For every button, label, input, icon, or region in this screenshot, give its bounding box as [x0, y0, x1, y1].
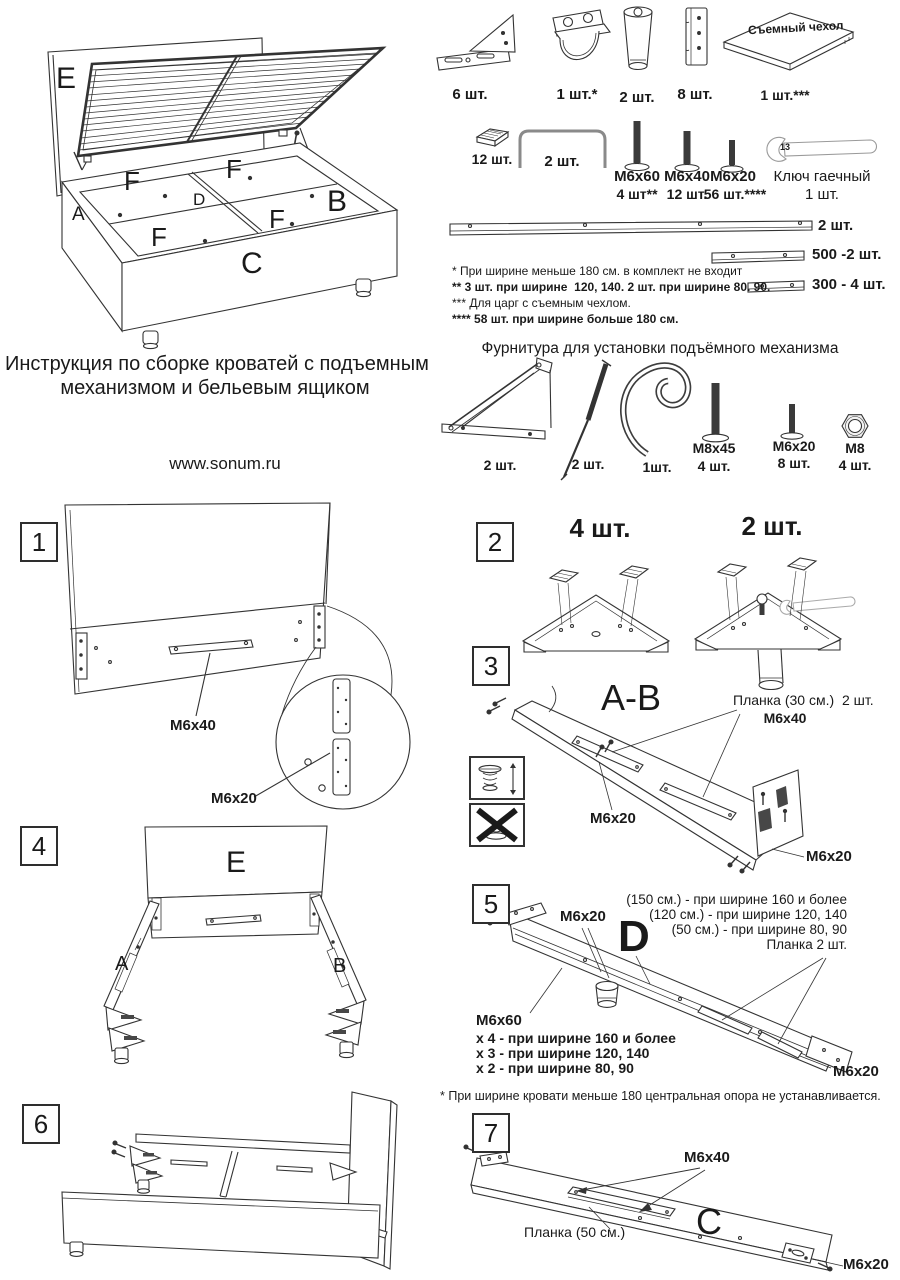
step2-drawing — [523, 558, 855, 690]
step7-m6x40-label: М6х40 — [684, 1149, 730, 1166]
step5-plank-qty: Планка 2 шт. — [766, 937, 847, 952]
step7-letter-c: C — [696, 1201, 722, 1242]
step6-drawing — [62, 1092, 397, 1269]
bolt-size-label: М6х20 — [710, 168, 756, 185]
step5-bolt-note: x 3 - при ширине 120, 140 — [476, 1045, 650, 1061]
step2-qty-right: 2 шт. — [741, 511, 803, 541]
part-qty: 56 шт.**** — [703, 186, 767, 202]
corner-bracket-drawing — [437, 15, 515, 70]
step5-bolt-note: x 4 - при ширине 160 и более — [476, 1030, 676, 1046]
website-link[interactable]: www.sonum.ru — [169, 454, 281, 473]
part-qty: 12 шт. — [471, 151, 513, 167]
rail-500-drawing — [712, 251, 804, 263]
hardware-qty: 2 шт. — [571, 456, 605, 472]
screw-depth-icon — [470, 757, 524, 799]
step1-drawing — [65, 503, 410, 809]
step-3-number: 3 — [472, 646, 510, 686]
no-overtighten-icon — [470, 804, 524, 846]
step2-qty-left: 4 шт. — [569, 513, 631, 543]
part-qty: 12 шт. — [666, 186, 708, 202]
step1-m6x40-label: М6х40 — [170, 717, 216, 734]
step7-drawing — [464, 1145, 843, 1271]
part-qty: 4 шт** — [616, 186, 658, 202]
step7-plank-label: Планка (50 см.) — [524, 1224, 626, 1240]
step3-m6x20-label: М6х20 — [590, 810, 636, 827]
step4-label-e: E — [226, 846, 247, 879]
step5-m6x20-top-label: М6х20 — [560, 908, 606, 925]
part-qty: 2 шт. — [544, 153, 580, 170]
note-1: * При ширине меньше 180 см. в комплект не входит — [452, 264, 743, 278]
rail-qty: 500 -2 шт. — [812, 246, 882, 263]
step4-label-a: A — [115, 953, 129, 975]
part-qty: 2 шт. — [619, 89, 655, 106]
step3-m6x40-label: М6х40 — [763, 710, 807, 726]
step5-bolt-note: x 2 - при ширине 80, 90 — [476, 1060, 634, 1076]
nut-m8-drawing — [842, 415, 868, 438]
part-qty: 8 шт. — [677, 86, 713, 103]
pad-drawing — [477, 129, 508, 146]
page-title-line2: механизмом и бельевым ящиком — [60, 377, 370, 399]
wrench-size-mark: 13 — [780, 142, 791, 152]
bolt-size-label: М6х20 — [772, 438, 816, 454]
step-4-number: 4 — [20, 826, 58, 866]
overview-label-f3: F — [151, 222, 167, 252]
overview-label-b: B — [327, 185, 348, 218]
part-qty: 6 шт. — [452, 86, 488, 103]
overview-label-c: C — [241, 247, 263, 280]
overview-label-e: E — [56, 62, 77, 95]
hardware-qty: 4 шт. — [838, 457, 872, 473]
rail-qty: 300 - 4 шт. — [812, 276, 886, 293]
lift-mechanism-drawing — [442, 358, 552, 439]
step-2-number: 2 — [476, 522, 514, 562]
page-title-line1: Инструкция по сборке кроватей с подъемным — [5, 353, 429, 375]
step5-length-note: (120 см.) - при ширине 120, 140 — [649, 907, 847, 922]
note-3: *** Для царг с съемным чехлом. — [452, 296, 631, 310]
hardware-qty: 8 шт. — [777, 455, 811, 471]
step5-footnote: * При ширине кровати меньше 180 центральная опора не устанавливается. — [440, 1089, 881, 1103]
step5-m6x20-bottom-label: М6х20 — [833, 1063, 879, 1080]
step1-m6x20-label: М6х20 — [211, 790, 257, 807]
bolt-m6x60-drawing — [625, 121, 649, 171]
part-qty: 1 шт.* — [556, 86, 598, 103]
step-5-number: 5 — [472, 884, 510, 924]
step-7-number: 7 — [472, 1113, 510, 1153]
note-2: ** 3 шт. при ширине 120, 140. 2 шт. при ширине 80. 90. — [452, 280, 771, 294]
step5-m6x60-label: М6х60 — [476, 1012, 522, 1029]
hardware-qty: 2 шт. — [483, 457, 517, 473]
overview-label-f2: F — [226, 154, 242, 184]
wrench-label: Ключ гаечный — [773, 168, 871, 185]
step5-length-note: (150 см.) - при ширине 160 и более — [626, 892, 847, 907]
nut-size-label: М8 — [845, 440, 865, 456]
step7-m6x20-label: М6х20 — [843, 1256, 889, 1273]
hardware-qty: 1шт. — [642, 459, 672, 475]
parts-row1-drawings — [437, 7, 853, 70]
bolt-m6x40-drawing — [675, 131, 699, 172]
bolt-m6x20-small-drawing — [781, 404, 803, 439]
bolt-m8x45-drawing — [703, 383, 729, 442]
step-1-number: 1 — [20, 522, 58, 562]
overview-label-a: A — [72, 204, 85, 225]
step3-plank-label: Планка (30 см.) 2 шт. — [733, 692, 874, 708]
bolt-size-label: М8х45 — [692, 440, 736, 456]
connecting-plate-drawing — [686, 8, 707, 65]
step-6-number: 6 — [22, 1104, 60, 1144]
leg-mount-bracket-drawing — [553, 10, 610, 60]
cover-label: Съемный чехол — [747, 18, 844, 38]
hardware-section-title: Фурнитура для установки подъёмного механизма — [481, 340, 839, 357]
step5-letter-d: D — [618, 912, 650, 961]
hardware-qty: 4 шт. — [697, 458, 731, 474]
step5-length-note: (50 см.) - при ширине 80, 90 — [671, 922, 847, 937]
step4-label-b: B — [333, 955, 347, 977]
step3-m6x20-label: М6х20 — [806, 848, 852, 865]
leg-drawing — [624, 7, 652, 70]
rail-long-drawing — [450, 221, 812, 235]
part-qty: 1 шт. — [805, 186, 839, 203]
overview-label-f1: F — [124, 166, 140, 196]
overview-label-d: D — [193, 190, 206, 209]
rail-qty: 2 шт. — [818, 217, 854, 234]
bolt-size-label: М6х40 — [664, 168, 710, 185]
bolt-size-label: М6х60 — [614, 168, 660, 185]
overview-label-f4: F — [269, 204, 285, 234]
note-4: **** 58 шт. при ширине больше 180 см. — [452, 312, 679, 326]
step3-heading: A-B — [601, 677, 662, 718]
part-qty: 1 шт.*** — [760, 87, 810, 103]
